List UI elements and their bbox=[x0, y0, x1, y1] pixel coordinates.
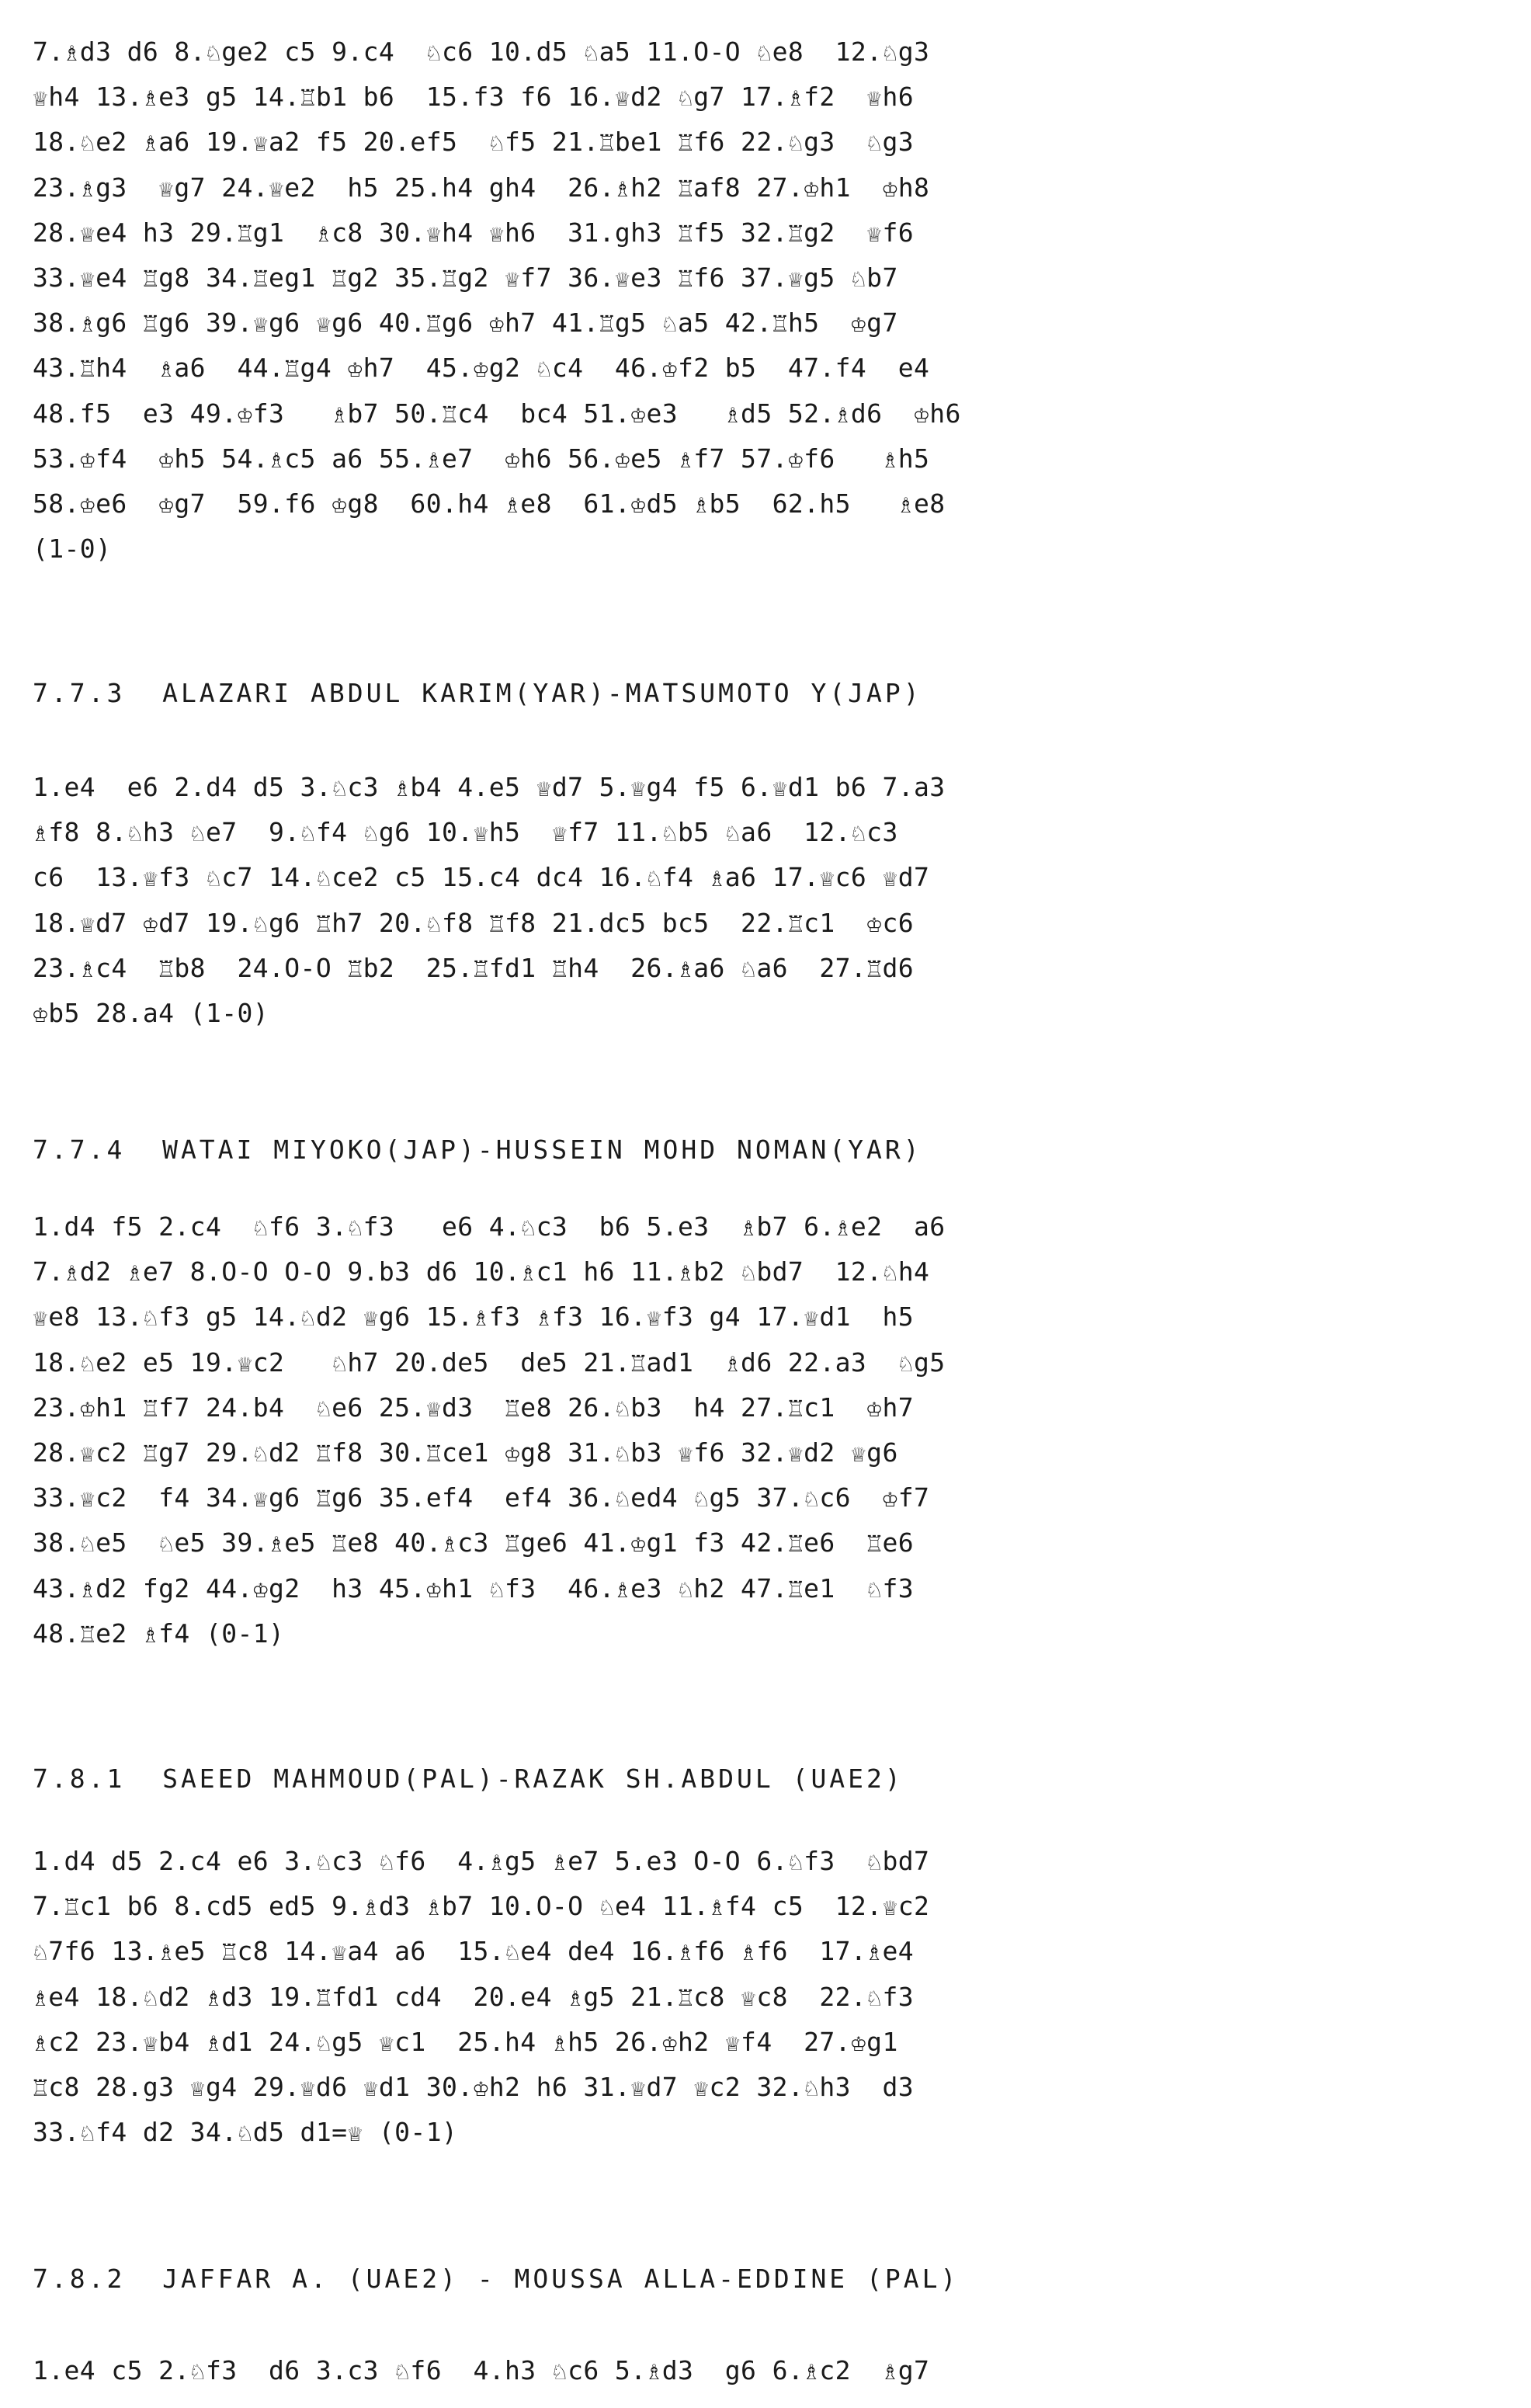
move-line: 53.♔f4 ♔h5 54.♗c5 a6 55.♗e7 ♔h6 56.♔e5 ♗f7 57.♔f6 ♗h5 bbox=[33, 443, 930, 474]
move-line: 1.e4 c5 2.♘f3 d6 3.c3 ♘f6 4.h3 ♘c6 5.♗d3 g6 6.♗c2 ♗g7 bbox=[33, 2355, 930, 2385]
game-score bbox=[33, 2348, 1492, 2393]
move-line: 28.♕c2 ♖g7 29.♘d2 ♖f8 30.♖ce1 ♔g8 31.♘b3 ♕f6 32.♕d2 ♕g6 bbox=[33, 1437, 898, 1468]
move-line: 1.d4 d5 2.c4 e6 3.♘c3 ♘f6 4.♗g5 ♗e7 5.e3 O-O 6.♘f3 ♘bd7 bbox=[33, 1846, 930, 1876]
move-line: 33.♘f4 d2 34.♘d5 d1=♕ (0-1) bbox=[33, 2117, 458, 2148]
move-line: 38.♘e5 ♘e5 39.♗e5 ♖e8 40.♗c3 ♖ge6 41.♔g1 f3 42.♖e6 ♖e6 bbox=[33, 1527, 914, 1558]
move-line: 48.f5 e3 49.♔f3 ♗b7 50.♖c4 bc4 51.♔e3 ♗d5 52.♗d6 ♔h6 bbox=[33, 398, 961, 429]
game-score bbox=[33, 765, 1492, 1036]
move-line: 7.♗d2 ♗e7 8.O-O O-O 9.b3 d6 10.♗c1 h6 11.♗b2 ♘bd7 12.♘h4 bbox=[33, 1256, 930, 1287]
move-line: ♗e4 18.♘d2 ♗d3 19.♖fd1 cd4 20.e4 ♗g5 21.♖c8 ♕c8 22.♘f3 bbox=[33, 1981, 914, 2012]
move-line: 43.♗d2 fg2 44.♔g2 h3 45.♔h1 ♘f3 46.♗e3 ♘h2 47.♖e1 ♘f3 bbox=[33, 1572, 914, 1604]
game-heading: 7.7.4 WATAI MIYOKO(JAP)-HUSSEIN MOHD NOMAN(YAR) bbox=[33, 1135, 922, 1165]
game-heading: 7.7.3 ALAZARI ABDUL KARIM(YAR)-MATSUMOTO Y(JAP) bbox=[33, 678, 922, 708]
game-score bbox=[33, 1204, 1492, 1656]
move-line: ♕e8 13.♘f3 g5 14.♘d2 ♕g6 15.♗f3 ♗f3 16.♕f3 g4 17.♕d1 h5 bbox=[33, 1301, 914, 1333]
move-line: ♗c2 23.♕b4 ♗d1 24.♘g5 ♕c1 25.h4 ♗h5 26.♔h2 ♕f4 27.♔g1 bbox=[33, 2026, 898, 2057]
move-line: 1.e4 e6 2.d4 d5 3.♘c3 ♗b4 4.e5 ♕d7 5.♕g4 f5 6.♕d1 b6 7.a3 bbox=[33, 772, 946, 802]
move-line: ♖c8 28.g3 ♕g4 29.♕d6 ♕d1 30.♔h2 h6 31.♕d7 ♕c2 32.♘h3 d3 bbox=[33, 2071, 914, 2102]
move-line: ♔b5 28.a4 (1-0) bbox=[33, 997, 269, 1028]
move-line: 38.♗g6 ♖g6 39.♕g6 ♕g6 40.♖g6 ♔h7 41.♖g5 ♘a5 42.♖h5 ♔g7 bbox=[33, 308, 898, 339]
move-line: 28.♕e4 h3 29.♖g1 ♗c8 30.♕h4 ♕h6 31.gh3 ♖f5 32.♖g2 ♕f6 bbox=[33, 217, 914, 248]
game-heading: 7.8.1 SAEED MAHMOUD(PAL)-RAZAK SH.ABDUL (UAE2) bbox=[33, 1763, 904, 1794]
move-line: 7.♗d3 d6 8.♘ge2 c5 9.c4 ♘c6 10.d5 ♘a5 11.O-O ♘e8 12.♘g3 bbox=[33, 36, 930, 67]
move-line: 23.♗c4 ♖b8 24.O-O ♖b2 25.♖fd1 ♖h4 26.♗a6 ♘a6 27.♖d6 bbox=[33, 952, 914, 983]
move-line: 33.♕c2 f4 34.♕g6 ♖g6 35.ef4 ef4 36.♘ed4 ♘g5 37.♘c6 ♔f7 bbox=[33, 1482, 930, 1513]
game-score bbox=[33, 1839, 1492, 2155]
move-line: ♘7f6 13.♗e5 ♖c8 14.♕a4 a6 15.♘e4 de4 16.♗f6 ♗f6 17.♗e4 bbox=[33, 1936, 914, 1967]
game-result: (1-0) bbox=[33, 533, 112, 565]
move-line: 7.♖c1 b6 8.cd5 ed5 9.♗d3 ♗b7 10.O-O ♘e4 11.♗f4 c5 12.♕c2 bbox=[33, 1891, 930, 1922]
move-line: 18.♘e2 e5 19.♕c2 ♘h7 20.de5 de5 21.♖ad1 ♗d6 22.a3 ♘g5 bbox=[33, 1346, 946, 1378]
move-line: 1.d4 f5 2.c4 ♘f6 3.♘f3 e6 4.♘c3 b6 5.e3 ♗b7 6.♗e2 a6 bbox=[33, 1211, 946, 1242]
move-line: 48.♖e2 ♗f4 (0-1) bbox=[33, 1617, 285, 1649]
move-line: 23.♔h1 ♖f7 24.b4 ♘e6 25.♕d3 ♖e8 26.♘b3 h4 27.♖c1 ♔h7 bbox=[33, 1392, 914, 1423]
move-line: ♗f8 8.♘h3 ♘e7 9.♘f4 ♘g6 10.♕h5 ♕f7 11.♘b5 ♘a6 12.♘c3 bbox=[33, 817, 898, 848]
move-line: 23.♗g3 ♕g7 24.♕e2 h5 25.h4 gh4 26.♗h2 ♖af8 27.♔h1 ♔h8 bbox=[33, 172, 930, 203]
move-line: c6 13.♕f3 ♘c7 14.♘ce2 c5 15.c4 dc4 16.♘f4 ♗a6 17.♕c6 ♕d7 bbox=[33, 862, 930, 893]
move-line: 58.♔e6 ♔g7 59.f6 ♔g8 60.h4 ♗e8 61.♔d5 ♗b5 62.h5 ♗e8 bbox=[33, 488, 946, 519]
move-line: 18.♕d7 ♔d7 19.♘g6 ♖h7 20.♘f8 ♖f8 21.dc5 bc5 22.♖c1 ♔c6 bbox=[33, 907, 914, 938]
game-score-continuation bbox=[33, 30, 1492, 572]
move-line: 43.♖h4 ♗a6 44.♖g4 ♔h7 45.♔g2 ♘c4 46.♔f2 b5 47.f4 e4 bbox=[33, 353, 930, 384]
game-heading: 7.8.2 JAFFAR A. (UAE2) - MOUSSA ALLA-EDDINE (PAL) bbox=[33, 2264, 960, 2294]
move-line: ♕h4 13.♗e3 g5 14.♖b1 b6 15.f3 f6 16.♕d2 ♘g7 17.♗f2 ♕h6 bbox=[33, 82, 914, 113]
move-line: 18.♘e2 ♗a6 19.♕a2 f5 20.ef5 ♘f5 21.♖be1 ♖f6 22.♘g3 ♘g3 bbox=[33, 127, 914, 158]
move-line: 33.♕e4 ♖g8 34.♖eg1 ♖g2 35.♖g2 ♕f7 36.♕e3 ♖f6 37.♕g5 ♘b7 bbox=[33, 262, 898, 293]
